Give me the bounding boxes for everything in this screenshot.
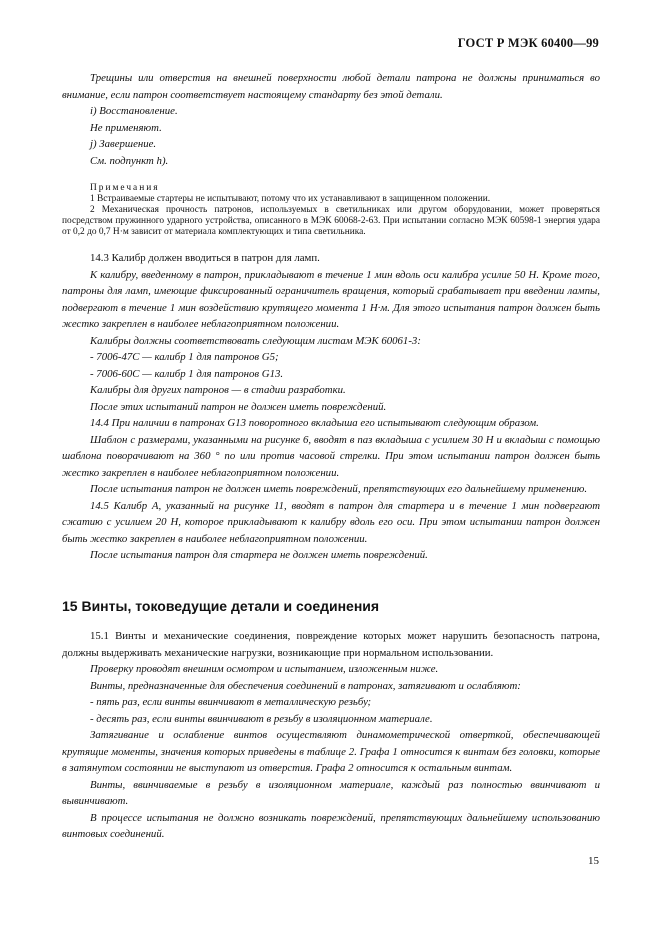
paragraph: Трещины или отверстия на внешней поверхности любой детали патрона не должны приниматься во внимание, если патрон соответствует настоящему стандарту без этой детали. bbox=[62, 72, 600, 101]
paragraph: Калибры для других патронов — в стадии разработки. bbox=[90, 384, 346, 396]
list-item: - 7006-60С — калибр 1 для патронов G13. bbox=[90, 367, 284, 380]
paragraph: Не применяют. bbox=[90, 121, 162, 134]
paragraph: Винты, предназначенные для обеспечения соединений в патронах, затягивают и ослабляют: bbox=[90, 679, 521, 692]
paragraph: В процессе испытания не должно возникать повреждений, препятствующих дальнейшему использованию винтовых соединений. bbox=[62, 811, 600, 840]
clause-14-3-heading: 14.3 Калибр должен вводиться в патрон для ламп. bbox=[90, 252, 320, 264]
clause-14-5: 14.5 Калибр А, указанный на рисунке 11, вводят в патрон для стартера и в течение 1 мин подвергают сжатию с усилием 20 Н, которое прикладывают к калибру вдоль его оси. При этом испытании патрон должен быть жестко закреплен в наиболее неблагоприятном положении. bbox=[62, 499, 600, 545]
section-15-title: 15 Винты, токоведущие детали и соединения bbox=[62, 597, 380, 614]
paragraph: Проверку проводят внешним осмотром и испытанием, изложенным ниже. bbox=[90, 663, 439, 675]
paragraph: После испытания патрон не должен иметь повреждений, препятствующих его дальнейшему применению. bbox=[90, 483, 588, 495]
item-i: i) Восстановление. bbox=[90, 105, 178, 117]
paragraph: К калибру, введенному в патрон, прикладывают в течение 1 мин вдоль оси калибра усилие 50 Н. Кроме того, патроны для ламп, имеющие фиксированный ограничитель вращения, который срабатывает при введении лампы, подвергают в течение 1 мин воздействию крутящего момента 1 Н·м. Для этого испытания патрон должен быть жестко закреплен в наиболее неблагоприятном положении. bbox=[62, 268, 600, 330]
page-header: ГОСТ Р МЭК 60400—99 bbox=[457, 36, 599, 50]
paragraph: После испытания патрон для стартера не должен иметь повреждений. bbox=[90, 549, 428, 561]
item-j: j) Завершение. bbox=[90, 138, 157, 150]
notes-block bbox=[62, 183, 600, 238]
clause-15-1: 15.1 Винты и механические соединения, повреждение которых может нарушить безопасность патрона, должны выдерживать механические нагрузки, возникающие при нормальном использовании. bbox=[62, 630, 600, 659]
page-number: 15 bbox=[588, 855, 599, 867]
list-item: - 7006-47С — калибр 1 для патронов G5; bbox=[90, 351, 279, 363]
paragraph: Затягивание и ослабление винтов осуществляют динамометрической отверткой, обеспечивающей крутящие моменты, значения которых приведены в таблице 2. Графа 1 относится к винтам без головки, которые в затянутом состоянии не выступают из отверстия. Графа 2 относится к остальным винтам. bbox=[62, 729, 600, 774]
notes-title: Примечания bbox=[90, 183, 160, 193]
paragraph: Шаблон с размерами, указанными на рисунке 6, вводят в паз вкладыша с усилием 30 Н и вкладыш с помощью шаблона поворачивают на 360 ° по или против часовой стрелки. При этом испытании патрон должен быть жестко закреплен в наиболее неблагоприятном положении. bbox=[62, 433, 600, 479]
list-item: - пять раз, если винты ввинчивают в металлическую резьбу; bbox=[90, 696, 372, 708]
paragraph: Калибры должны соответствовать следующим листам МЭК 60061-3: bbox=[90, 334, 421, 347]
note-2: 2 Механическая прочность патронов, используемых в светильниках или другом оборудовании, может проверяться посредством пружинного ударного устройства, описанного в МЭК 60068-2-63. При испытании согласно МЭК 60598-1 энергия удара от 0,2 до 0,7 Н·м зависит от материала комплектующих и типа светильника. bbox=[62, 205, 600, 237]
list-item: - десять раз, если винты ввинчивают в резьбу в изоляционном материале. bbox=[90, 712, 433, 725]
paragraph: Винты, ввинчиваемые в резьбу в изоляционном материале, каждый раз полностью ввинчивают и вывинчивают. bbox=[62, 778, 600, 807]
clause-14-4-heading: 14.4 При наличии в патронах G13 поворотного вкладыша его испытывают следующим образом. bbox=[90, 417, 539, 429]
note-1: 1 Встраиваемые стартеры не испытывают, потому что их устанавливают в защищенном положении. bbox=[90, 194, 491, 204]
page-body bbox=[62, 70, 600, 843]
paragraph: После этих испытаний патрон не должен иметь повреждений. bbox=[90, 400, 387, 413]
paragraph: См. подпункт h). bbox=[90, 154, 169, 167]
